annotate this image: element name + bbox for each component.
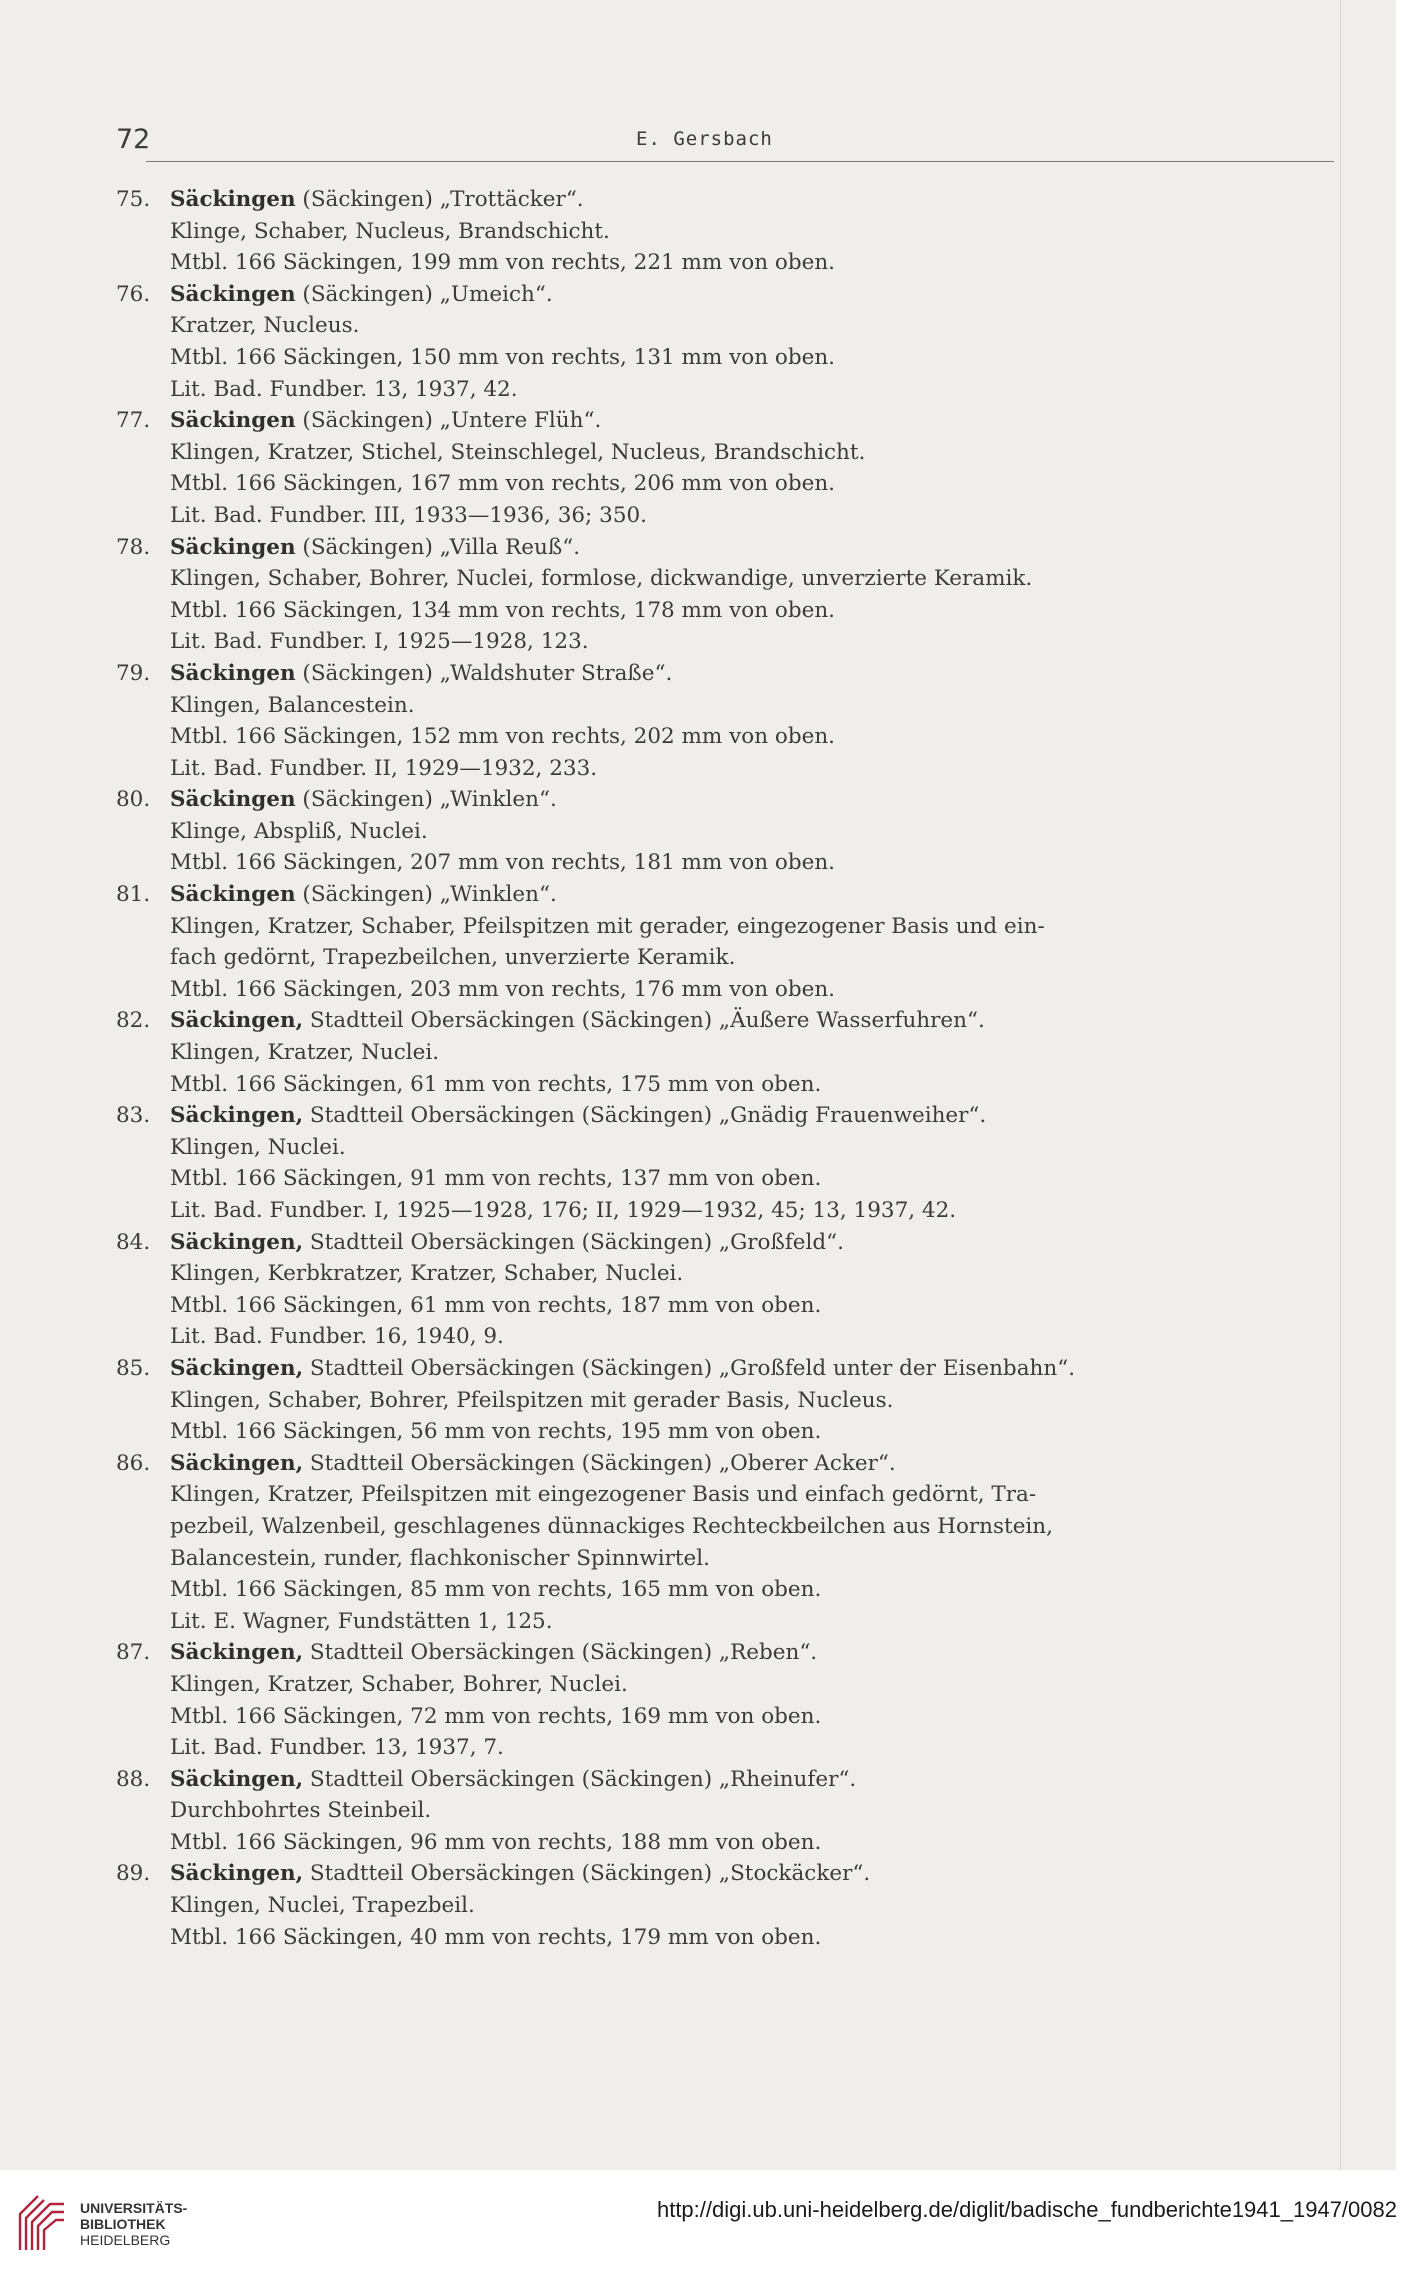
entry-line: Lit. Bad. Fundber. II, 1929—1932, 233.: [170, 755, 598, 781]
entry-number: 88.: [116, 1766, 151, 1792]
entry-heading: [170, 1005, 1316, 1037]
entry: [116, 184, 1316, 279]
entry: [116, 784, 1316, 879]
entry-number: 75.: [116, 187, 151, 212]
entry-number: 85.: [116, 1355, 151, 1381]
entry-line: Lit. Bad. Fundber. I, 1925—1928, 176; II, 1929—1932, 45; 13, 1937, 42.: [170, 1198, 957, 1223]
place-name: Säckingen,: [170, 1229, 304, 1255]
entry-number: 84.: [116, 1229, 151, 1255]
entry: [116, 1100, 1316, 1226]
entry-line: Balancestein, runder, flachkonischer Spinnwirtel.: [170, 1545, 710, 1571]
entry-line: Mtbl. 166 Säckingen, 96 mm von rechts, 188 mm von oben.: [170, 1829, 822, 1855]
footer: [0, 2170, 1411, 2273]
place-name: Säckingen,: [170, 1861, 304, 1887]
logo-line: HEIDELBERG: [80, 2232, 171, 2248]
place-name: Säckingen,: [170, 1450, 304, 1476]
site-description: Stadtteil Obersäckingen (Säckingen) „Reben“.: [303, 1640, 818, 1666]
entry-line: Mtbl. 166 Säckingen, 40 mm von rechts, 179 mm von oben.: [170, 1924, 822, 1950]
header-rule: [146, 161, 1334, 162]
entry: [116, 279, 1316, 405]
entry-body: [170, 184, 1316, 279]
place-name: Säckingen: [170, 408, 296, 434]
entry-line: Klingen, Schaber, Bohrer, Nuclei, formlose, dickwandige, unverzierte Keramik.: [170, 566, 1033, 592]
entry-body: [170, 1005, 1316, 1100]
entry-line: Klingen, Kerbkratzer, Kratzer, Schaber, Nuclei.: [170, 1261, 684, 1287]
entry-line: Klingen, Kratzer, Schaber, Pfeilspitzen mit gerader, eingezogener Basis und ein-: [170, 913, 1045, 939]
place-name: Säckingen: [170, 787, 296, 813]
entry-line: Klinge, Absplіß, Nuclei.: [170, 818, 428, 844]
logo-line: UNIVERSITÄTS-: [80, 2200, 188, 2216]
entry-line: Mtbl. 166 Säckingen, 91 mm von rechts, 137 mm von oben.: [170, 1166, 822, 1192]
running-head: E. Gersbach: [636, 128, 773, 150]
site-description: (Säckingen) „Trottäcker“.: [295, 187, 584, 212]
place-name: Säckingen: [170, 534, 296, 560]
entry-body: [170, 1227, 1316, 1353]
entry: [116, 1764, 1316, 1859]
entry-line: Mtbl. 166 Säckingen, 134 mm von rechts, 178 mm von oben.: [170, 597, 836, 623]
entry-heading: [170, 1858, 1316, 1890]
entry-line: Lit. Bad. Fundber. 16, 1940, 9.: [170, 1324, 504, 1350]
entry-line: Mtbl. 166 Säckingen, 199 mm von rechts, 221 mm von oben.: [170, 250, 836, 276]
site-description: Stadtteil Obersäckingen (Säckingen) „Gnädig Frauenweiher“.: [303, 1103, 987, 1129]
site-description: (Säckingen) „Untere Flüh“.: [295, 408, 602, 434]
entry-number: 81.: [116, 882, 151, 908]
entry-number: 89.: [116, 1861, 151, 1887]
entry-line: Klingen, Kratzer, Nuclei.: [170, 1040, 440, 1066]
place-name: Säckingen,: [170, 1640, 304, 1666]
page-header: [116, 118, 1334, 164]
site-description: (Säckingen) „Waldshuter Straße“.: [295, 660, 673, 686]
entry-number: 80.: [116, 787, 151, 813]
entry: [116, 658, 1316, 784]
site-description: (Säckingen) „Winklen“.: [295, 787, 557, 813]
entry-body: [170, 1637, 1316, 1763]
entry-number: 86.: [116, 1450, 151, 1476]
scan-edge-line: [1340, 0, 1341, 2170]
entry-heading: [170, 532, 1316, 564]
entry-body: [170, 405, 1316, 531]
entry-line: Lit. Bad. Fundber. 13, 1937, 42.: [170, 376, 518, 402]
entry-heading: [170, 1353, 1316, 1385]
site-description: Stadtteil Obersäckingen (Säckingen) „Rheinufer“.: [303, 1766, 857, 1792]
entry-line: Klingen, Nuclei.: [170, 1134, 346, 1160]
entry-number: 79.: [116, 660, 151, 686]
place-name: Säckingen,: [170, 1355, 304, 1381]
entry-number: 77.: [116, 408, 151, 434]
entry: [116, 1353, 1316, 1448]
entry-number: 87.: [116, 1640, 151, 1666]
entry-line: fach gedörnt, Trapezbeilchen, unverzierte Keramik.: [170, 945, 736, 971]
entry-line: Mtbl. 166 Säckingen, 61 mm von rechts, 175 mm von oben.: [170, 1071, 822, 1097]
site-description: Stadtteil Obersäckingen (Säckingen) „Oberer Acker“.: [303, 1450, 896, 1476]
entry-line: Mtbl. 166 Säckingen, 167 mm von rechts, 206 mm von oben.: [170, 471, 836, 497]
entry-line: Klingen, Nuclei, Trapezbeil.: [170, 1893, 475, 1919]
entry-line: Mtbl. 166 Säckingen, 207 mm von rechts, 181 mm von oben.: [170, 850, 836, 876]
site-description: (Säckingen) „Villa Reuß“.: [295, 534, 581, 560]
entry-line: Klingen, Schaber, Bohrer, Pfeilspitzen mit gerader Basis, Nucleus.: [170, 1387, 894, 1413]
entry: [116, 405, 1316, 531]
entry-line: Klingen, Kratzer, Pfeilspitzen mit eingezogener Basis und einfach gedörnt, Tra-: [170, 1482, 1037, 1508]
entry-body: [170, 1858, 1316, 1953]
entry-heading: [170, 1227, 1316, 1259]
place-name: Säckingen,: [170, 1103, 304, 1129]
place-name: Säckingen: [170, 882, 296, 908]
page-number: 72: [116, 124, 151, 155]
entry-line: Mtbl. 166 Säckingen, 72 mm von rechts, 169 mm von oben.: [170, 1703, 822, 1729]
entry: [116, 879, 1316, 1005]
university-library-logo-icon: [16, 2192, 68, 2254]
entry-line: Klingen, Kratzer, Schaber, Bohrer, Nuclei.: [170, 1671, 628, 1697]
site-description: (Säckingen) „Umeich“.: [295, 281, 553, 307]
entry-line: pezbeil, Walzenbeil, geschlagenes dünnackiges Rechteckbeilchen aus Hornstein,: [170, 1513, 1053, 1539]
entry: [116, 1637, 1316, 1763]
entry-line: Klingen, Kratzer, Stichel, Steinschlegel, Nucleus, Brandschicht.: [170, 439, 866, 465]
entry-line: Lit. Bad. Fundber. 13, 1937, 7.: [170, 1735, 504, 1761]
entry-line: Lit. E. Wagner, Fundstätten 1, 125.: [170, 1608, 553, 1634]
entry-line: Mtbl. 166 Säckingen, 61 mm von rechts, 187 mm von oben.: [170, 1292, 822, 1318]
entry-body: [170, 784, 1316, 879]
entry: [116, 532, 1316, 658]
entry-line: Mtbl. 166 Säckingen, 152 mm von rechts, 202 mm von oben.: [170, 724, 836, 750]
entry-line: Lit. Bad. Fundber. I, 1925—1928, 123.: [170, 629, 589, 655]
entry-heading: [170, 184, 1316, 216]
entry-line: Lit. Bad. Fundber. III, 1933—1936, 36; 350.: [170, 502, 648, 528]
entry: [116, 1005, 1316, 1100]
site-description: (Säckingen) „Winklen“.: [295, 882, 557, 908]
entry-body: [170, 279, 1316, 405]
site-description: Stadtteil Obersäckingen (Säckingen) „Großfeld unter der Eisenbahn“.: [303, 1355, 1076, 1381]
entry-number: 76.: [116, 281, 151, 307]
entry-heading: [170, 879, 1316, 911]
entry-line: Mtbl. 166 Säckingen, 203 mm von rechts, 176 mm von oben.: [170, 976, 836, 1002]
entry-heading: [170, 1100, 1316, 1132]
place-name: Säckingen,: [170, 1766, 304, 1792]
entry: [116, 1448, 1316, 1638]
source-url-link[interactable]: http://digi.ub.uni-heidelberg.de/diglit/badische_fundberichte1941_1947/0082: [656, 2197, 1397, 2222]
entry-heading: [170, 405, 1316, 437]
entry-body: [170, 1100, 1316, 1226]
entry-heading: [170, 784, 1316, 816]
entry-heading: [170, 279, 1316, 311]
entry-heading: [170, 1764, 1316, 1796]
entry-heading: [170, 658, 1316, 690]
entry-heading: [170, 1637, 1316, 1669]
entry-body: [170, 1448, 1316, 1638]
entry-heading: [170, 1448, 1316, 1480]
entry-number: 78.: [116, 534, 151, 560]
site-description: Stadtteil Obersäckingen (Säckingen) „Großfeld“.: [303, 1229, 844, 1255]
entry-line: Durchbohrtes Steinbeil.: [170, 1798, 432, 1824]
entry-body: [170, 532, 1316, 658]
logo-text: [80, 2200, 187, 2248]
place-name: Säckingen,: [170, 1008, 304, 1034]
entry-body: [170, 658, 1316, 784]
entry-line: Kratzer, Nucleus.: [170, 313, 360, 339]
site-description: Stadtteil Obersäckingen (Säckingen) „Stockäcker“.: [303, 1861, 871, 1887]
place-name: Säckingen: [170, 187, 296, 212]
entry-number: 82.: [116, 1008, 151, 1034]
entry-body: [170, 1764, 1316, 1859]
place-name: Säckingen: [170, 660, 296, 686]
place-name: Säckingen: [170, 281, 296, 307]
logo-line: BIBLIOTHEK: [80, 2216, 166, 2232]
entry-body: [170, 1353, 1316, 1448]
entry: [116, 1227, 1316, 1353]
entry-line: Klingen, Balancestein.: [170, 692, 415, 718]
entry-line: Mtbl. 166 Säckingen, 150 mm von rechts, 131 mm von oben.: [170, 344, 836, 370]
entry-line: Mtbl. 166 Säckingen, 56 mm von rechts, 195 mm von oben.: [170, 1419, 822, 1445]
entry-number: 83.: [116, 1103, 151, 1129]
entry-line: Klinge, Schaber, Nucleus, Brandschicht.: [170, 218, 610, 244]
site-description: Stadtteil Obersäckingen (Säckingen) „Äußere Wasserfuhren“.: [303, 1008, 985, 1034]
entry-list: [116, 184, 1316, 1953]
entry-body: [170, 879, 1316, 1005]
entry: [116, 1858, 1316, 1953]
entry-line: Mtbl. 166 Säckingen, 85 mm von rechts, 165 mm von oben.: [170, 1577, 822, 1603]
